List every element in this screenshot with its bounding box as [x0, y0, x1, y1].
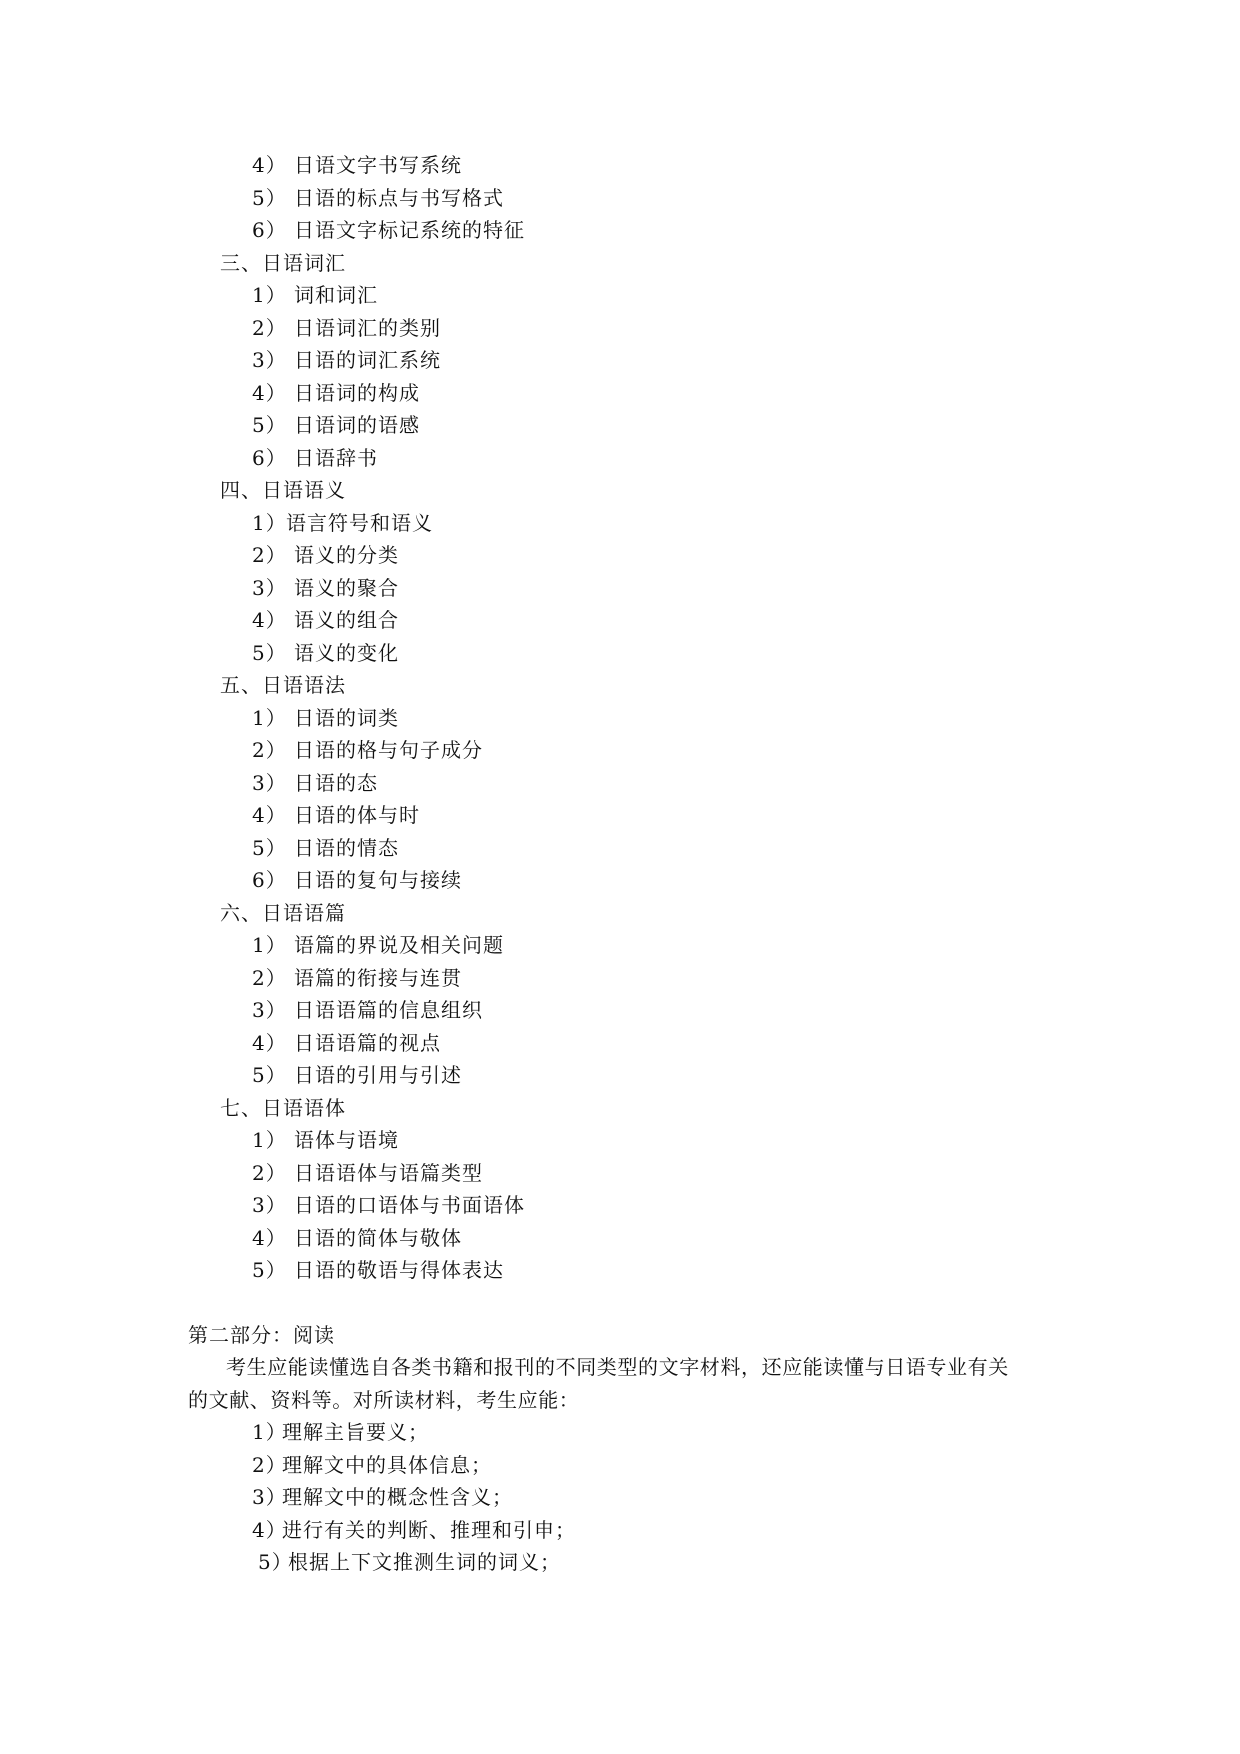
list-item — [252, 1518, 576, 1542]
section-heading: 四、日语语义 — [220, 478, 346, 502]
list-item — [252, 1226, 462, 1250]
item-text: 日语文字标记系统的特征 — [294, 218, 525, 242]
item-number: 1） — [252, 1420, 287, 1444]
list-item — [252, 186, 504, 210]
item-text: 日语的口语体与书面语体 — [294, 1193, 525, 1217]
list-item — [252, 1193, 525, 1217]
list-item — [252, 218, 525, 242]
item-text: 理解文中的具体信息； — [282, 1453, 492, 1477]
item-text: 日语词汇的类别 — [294, 316, 441, 340]
list-item — [252, 706, 399, 730]
item-text: 语义的变化 — [294, 641, 399, 665]
item-number: 4） — [252, 608, 287, 632]
item-number: 3） — [252, 576, 287, 600]
item-number: 5） — [258, 1550, 293, 1574]
list-item — [252, 511, 433, 535]
item-number: 1） — [252, 933, 287, 957]
item-number: 4） — [252, 803, 287, 827]
item-text: 日语语体与语篇类型 — [294, 1161, 483, 1185]
list-item — [252, 836, 399, 860]
list-item — [252, 1258, 504, 1282]
item-text: 日语词的构成 — [294, 381, 420, 405]
item-text: 语言符号和语义 — [286, 511, 433, 535]
item-number: 1） — [252, 706, 287, 730]
section-heading: 七、日语语体 — [220, 1096, 346, 1120]
item-number: 3） — [252, 1193, 287, 1217]
item-text: 语体与语境 — [294, 1128, 399, 1152]
item-text: 日语的引用与引述 — [294, 1063, 462, 1087]
item-number: 2） — [252, 1161, 287, 1185]
section-heading: 五、日语语法 — [220, 673, 346, 697]
list-item — [252, 381, 420, 405]
item-text: 词和词汇 — [294, 283, 378, 307]
list-item — [252, 1453, 492, 1477]
list-item — [252, 576, 399, 600]
list-item — [252, 348, 441, 372]
item-number: 4） — [252, 153, 287, 177]
paragraph-line: 的文献、资料等。对所读材料，考生应能： — [188, 1388, 580, 1412]
paragraph-line: 考生应能读懂选自各类书籍和报刊的不同类型的文字材料，还应能读懂与日语专业有关 — [226, 1355, 1009, 1379]
item-text: 日语的体与时 — [294, 803, 420, 827]
item-text: 日语语篇的视点 — [294, 1031, 441, 1055]
item-text: 根据上下文推测生词的词义； — [288, 1550, 561, 1574]
list-item — [252, 641, 399, 665]
list-item — [252, 1485, 513, 1509]
section-heading: 六、日语语篇 — [220, 901, 346, 925]
item-number: 4） — [252, 1518, 287, 1542]
list-item — [252, 1128, 399, 1152]
item-number: 3） — [252, 348, 287, 372]
item-number: 6） — [252, 218, 287, 242]
item-number: 6） — [252, 868, 287, 892]
item-text: 日语语篇的信息组织 — [294, 998, 483, 1022]
item-text: 进行有关的判断、推理和引申； — [282, 1518, 576, 1542]
list-item — [252, 316, 441, 340]
item-text: 语篇的衔接与连贯 — [294, 966, 462, 990]
item-number: 5） — [252, 186, 287, 210]
item-text: 日语的简体与敬体 — [294, 1226, 462, 1250]
list-item — [252, 998, 483, 1022]
item-text: 理解文中的概念性含义； — [282, 1485, 513, 1509]
list-item — [252, 771, 378, 795]
item-number: 5） — [252, 1063, 287, 1087]
item-number: 4） — [252, 381, 287, 405]
item-number: 5） — [252, 641, 287, 665]
part-heading: 第二部分：阅读 — [188, 1323, 335, 1347]
item-number: 1） — [252, 1128, 287, 1152]
item-number: 3） — [252, 1485, 287, 1509]
item-text: 日语的情态 — [294, 836, 399, 860]
item-text: 日语词的语感 — [294, 413, 420, 437]
item-number: 3） — [252, 771, 287, 795]
item-text: 语篇的界说及相关问题 — [294, 933, 504, 957]
item-number: 5） — [252, 413, 287, 437]
list-item — [252, 283, 378, 307]
list-item — [252, 153, 462, 177]
list-item — [252, 933, 504, 957]
item-number: 1） — [252, 511, 287, 535]
item-text: 日语的标点与书写格式 — [294, 186, 504, 210]
list-item — [252, 1031, 441, 1055]
item-text: 日语的格与句子成分 — [294, 738, 483, 762]
list-item — [252, 413, 420, 437]
item-number: 2） — [252, 738, 287, 762]
item-number: 4） — [252, 1226, 287, 1250]
item-text: 语义的分类 — [294, 543, 399, 567]
item-number: 2） — [252, 966, 287, 990]
item-number: 2） — [252, 1453, 287, 1477]
list-item — [252, 966, 462, 990]
item-text: 日语的复句与接续 — [294, 868, 462, 892]
list-item — [258, 1550, 561, 1574]
list-item — [252, 1161, 483, 1185]
section-heading: 三、日语词汇 — [220, 251, 346, 275]
list-item — [252, 543, 399, 567]
item-number: 1） — [252, 283, 287, 307]
item-number: 5） — [252, 1258, 287, 1282]
list-item — [252, 868, 462, 892]
list-item — [252, 738, 483, 762]
list-item — [252, 1420, 429, 1444]
item-number: 3） — [252, 998, 287, 1022]
list-item — [252, 446, 378, 470]
item-text: 日语的敬语与得体表达 — [294, 1258, 504, 1282]
item-number: 2） — [252, 543, 287, 567]
item-number: 2） — [252, 316, 287, 340]
item-text: 日语的态 — [294, 771, 378, 795]
item-number: 5） — [252, 836, 287, 860]
list-item — [252, 1063, 462, 1087]
item-text: 语义的聚合 — [294, 576, 399, 600]
item-text: 语义的组合 — [294, 608, 399, 632]
item-text: 日语的词汇系统 — [294, 348, 441, 372]
list-item — [252, 608, 399, 632]
item-text: 日语文字书写系统 — [294, 153, 462, 177]
item-number: 4） — [252, 1031, 287, 1055]
item-text: 理解主旨要义； — [282, 1420, 429, 1444]
item-text: 日语的词类 — [294, 706, 399, 730]
list-item — [252, 803, 420, 827]
item-text: 日语辞书 — [294, 446, 378, 470]
item-number: 6） — [252, 446, 287, 470]
